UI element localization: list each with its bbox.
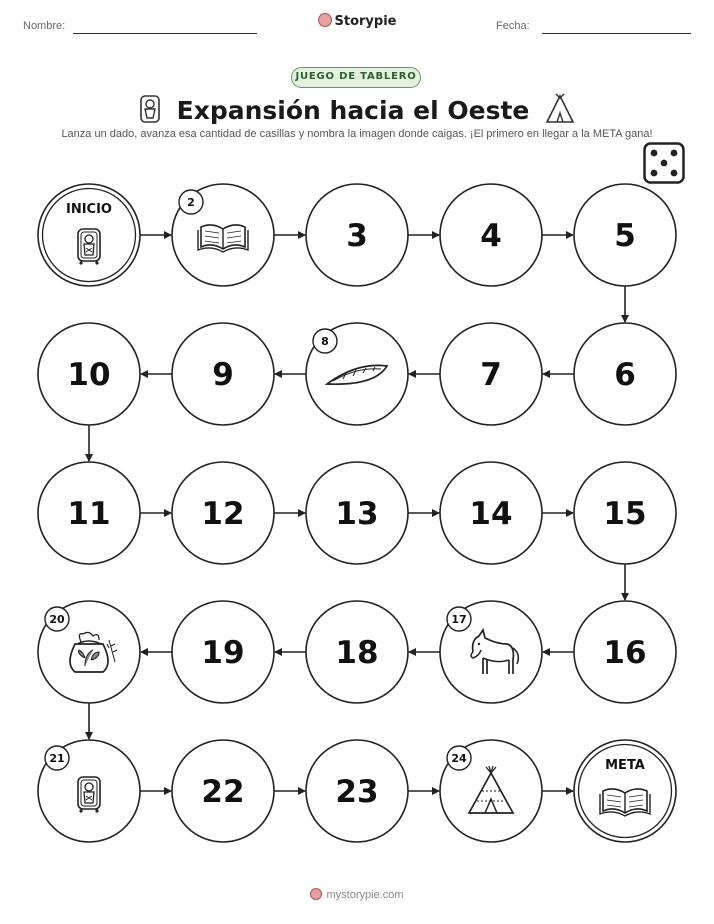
board-space-2[interactable] [172,184,274,286]
board-space-14[interactable] [440,462,542,564]
board-space-16[interactable] [574,601,676,703]
footer-url: mystorypie.com [326,889,404,901]
finish-label: META [605,758,645,773]
space-number: 15 [603,496,647,532]
board-space-23[interactable] [306,740,408,842]
space-number: 8 [321,335,329,348]
board-space-17[interactable] [440,601,542,703]
footer [0,888,714,901]
board-space-25[interactable] [574,740,676,842]
board-space-19[interactable] [172,601,274,703]
board-space-20[interactable] [38,601,140,703]
board-space-6[interactable] [574,323,676,425]
space-number: 18 [335,635,379,671]
board-space-22[interactable] [172,740,274,842]
space-number: 12 [201,496,245,532]
board-space-21[interactable] [38,740,140,842]
space-number: 9 [212,357,234,393]
board-space-9[interactable] [172,323,274,425]
space-number: 22 [201,774,245,810]
space-circle [574,740,676,842]
space-number: 21 [49,752,65,765]
instructions: Lanza un dado, avanza esa cantidad de casillas y nombra la imagen donde caigas. ¡El primero en llegar a la META gana! [61,128,653,140]
storypie-logo-icon [310,888,322,900]
space-number: 4 [480,218,502,254]
board-space-4[interactable] [440,184,542,286]
board-space-1[interactable] [38,184,140,286]
name-label: Nombre: [23,20,66,32]
start-label: INICIO [66,202,112,217]
board-space-8[interactable] [306,323,408,425]
board-space-13[interactable] [306,462,408,564]
space-number: 24 [451,752,467,765]
board-space-10[interactable] [38,323,140,425]
space-number: 3 [346,218,368,254]
board-space-11[interactable] [38,462,140,564]
board-space-18[interactable] [306,601,408,703]
board-spaces [38,184,676,842]
brand-name: Storypie [334,14,397,29]
space-number: 23 [335,774,379,810]
board-space-24[interactable] [440,740,542,842]
board-space-12[interactable] [172,462,274,564]
date-label: Fecha: [496,20,530,32]
space-number: 10 [67,357,111,393]
space-number: 2 [187,196,195,209]
board-space-5[interactable] [574,184,676,286]
space-number: 7 [480,357,502,393]
board-space-7[interactable] [440,323,542,425]
board-space-3[interactable] [306,184,408,286]
space-number: 13 [335,496,379,532]
page-title-text: Expansión hacia el Oeste [176,96,530,125]
space-number: 11 [67,496,111,532]
game-type-badge: JUEGO DE TABLERO [291,67,421,88]
space-number: 17 [451,613,467,626]
space-number: 5 [614,218,636,254]
board-space-15[interactable] [574,462,676,564]
space-number: 6 [614,357,636,393]
space-number: 14 [469,496,513,532]
space-number: 19 [201,635,245,671]
space-number: 16 [603,635,647,671]
space-number: 20 [49,613,65,626]
